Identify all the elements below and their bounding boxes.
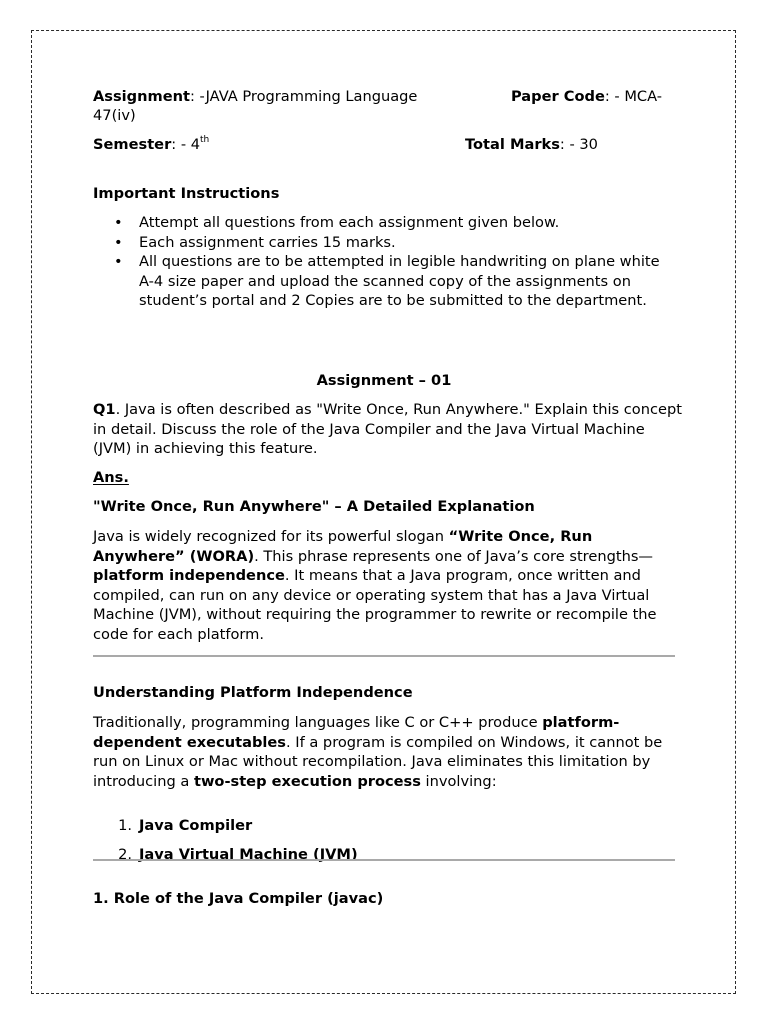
bullet-icon: • — [114, 253, 123, 270]
list-item: • Attempt all questions from each assignment given below. — [114, 214, 560, 231]
wora-paragraph: Java is widely recognized for its powerful slogan “Write Once, Run Anywhere” (WORA). This phrase represents one of Java’s core strengths—platform independence. It means that a Java program, once written and compiled, can run on any device or operating system that has a Java Virtual Machine (JVM), without requiring the programmer to rewrite or recompile the code for each platform. — [93, 528, 657, 643]
horizontal-divider — [93, 655, 675, 657]
compiler-heading: 1. Role of the Java Compiler (javac) — [93, 890, 384, 907]
instructions-list — [93, 213, 683, 311]
list-item: • All questions are to be attempted in legible handwriting on plane white A-4 size paper and upload the scanned copy of the assignments on student’s portal and 2 Copies are to be submitted to the department. — [114, 253, 660, 309]
bullet-icon: • — [114, 233, 123, 251]
list-item: 1. Java Compiler — [118, 816, 253, 834]
assignment-line: Assignment: -JAVA Programming Language — [93, 88, 418, 105]
list-item: 2. Java Virtual Machine (JVM) — [118, 845, 358, 863]
question-q1: Q1. Java is often described as "Write Once, Run Anywhere." Explain this concept in detail. Discuss the role of the Java Compiler and the Java Virtual Machine (JVM) in achieving this feature. — [93, 401, 682, 457]
bullet-icon: • — [114, 214, 123, 231]
horizontal-divider — [93, 859, 675, 861]
instructions-heading: Important Instructions — [93, 185, 280, 202]
answer-label: Ans. — [93, 469, 129, 486]
platform-heading: Understanding Platform Independence — [93, 684, 413, 701]
wora-heading: "Write Once, Run Anywhere" – A Detailed Explanation — [93, 498, 535, 515]
paper-code-continued: 47(iv) — [93, 107, 136, 124]
paper-code: Paper Code: - MCA- — [511, 88, 663, 105]
platform-paragraph: Traditionally, programming languages like C or C++ produce platform-dependent executables. If a program is compiled on Windows, it cannot be run on Linux or Mac without recompilation. Java eliminates this limitation by introducing a two-step execution process involving: — [93, 714, 663, 790]
list-item: • Each assignment carries 15 marks. — [114, 233, 396, 251]
total-marks: Total Marks: - 30 — [465, 136, 598, 153]
assignment-title: Assignment – 01 — [316, 372, 452, 389]
semester-line: Semester: - 4th — [93, 135, 210, 153]
